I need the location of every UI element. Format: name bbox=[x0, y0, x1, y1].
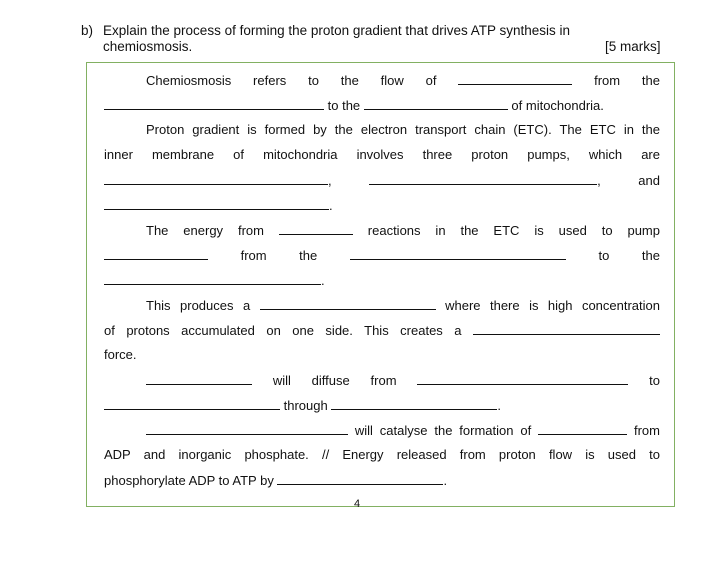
blank[interactable] bbox=[331, 397, 497, 410]
text: This produces a bbox=[146, 298, 251, 313]
text: of protons accumulated on one side. This creates a bbox=[104, 323, 462, 338]
text: to the bbox=[598, 248, 660, 263]
line-3 bbox=[146, 122, 660, 138]
text: reactions in the ETC is used to pump bbox=[367, 223, 660, 238]
line-6 bbox=[104, 197, 660, 214]
question-text-line1: Explain the process of forming the proton gradient that drives ATP synthesis in bbox=[103, 23, 571, 38]
question-label: b) bbox=[81, 23, 94, 38]
text: Chemiosmosis refers to the flow of bbox=[146, 73, 437, 88]
text: will diffuse from bbox=[272, 373, 397, 388]
text: where there is high concentration bbox=[445, 298, 660, 313]
blank[interactable] bbox=[146, 422, 348, 435]
blank[interactable] bbox=[458, 72, 572, 85]
blank[interactable] bbox=[369, 172, 597, 185]
line-2 bbox=[104, 97, 660, 114]
blank[interactable] bbox=[260, 297, 436, 310]
text: , bbox=[597, 173, 601, 188]
line-4 bbox=[104, 147, 660, 163]
text: to the bbox=[327, 98, 361, 113]
line-13 bbox=[146, 372, 660, 388]
text: and bbox=[638, 173, 660, 188]
page-number: 4 bbox=[354, 498, 361, 510]
blank[interactable] bbox=[146, 372, 252, 385]
line-1 bbox=[146, 72, 660, 88]
line-12 bbox=[104, 347, 660, 363]
marks-label: [5 marks] bbox=[605, 39, 661, 54]
line-16 bbox=[104, 447, 660, 463]
text: inner membrane of mitochondria involves three proton pumps, which are bbox=[104, 147, 660, 162]
blank[interactable] bbox=[104, 272, 321, 285]
text: . bbox=[329, 198, 333, 213]
text: ADP and inorganic phosphate. // Energy released from proton flow is used to bbox=[104, 447, 660, 462]
blank[interactable] bbox=[104, 247, 208, 260]
line-17 bbox=[104, 472, 660, 489]
blank[interactable] bbox=[277, 472, 443, 485]
blank[interactable] bbox=[104, 97, 324, 110]
line-11 bbox=[104, 322, 660, 338]
text: force. bbox=[104, 347, 137, 362]
line-15 bbox=[146, 422, 660, 438]
blank[interactable] bbox=[104, 397, 280, 410]
line-9 bbox=[104, 272, 660, 289]
text: The energy from bbox=[146, 223, 264, 238]
blank[interactable] bbox=[473, 322, 660, 335]
line-10 bbox=[146, 297, 660, 313]
blank[interactable] bbox=[364, 97, 508, 110]
blank[interactable] bbox=[104, 172, 328, 185]
text: . bbox=[443, 473, 448, 488]
text: through bbox=[283, 398, 328, 413]
line-8 bbox=[104, 247, 660, 263]
text: , bbox=[328, 173, 332, 188]
blank[interactable] bbox=[417, 372, 628, 385]
text: from the bbox=[240, 248, 318, 263]
text: to bbox=[649, 373, 660, 388]
question-text-line2: chemiosmosis. bbox=[103, 39, 193, 54]
text: . bbox=[321, 273, 325, 288]
line-7 bbox=[146, 222, 660, 238]
blank[interactable] bbox=[538, 422, 627, 435]
text: from bbox=[633, 423, 660, 438]
text: of mitochondria. bbox=[511, 98, 604, 113]
blank[interactable] bbox=[104, 197, 329, 210]
line-14 bbox=[104, 397, 660, 414]
blank[interactable] bbox=[350, 247, 566, 260]
text: will catalyse the formation of bbox=[354, 423, 532, 438]
blank[interactable] bbox=[279, 222, 353, 235]
text: . bbox=[497, 398, 501, 413]
text: Proton gradient is formed by the electron transport chain (ETC). The ETC in the bbox=[146, 122, 660, 137]
text: from the bbox=[594, 73, 660, 88]
line-5 bbox=[104, 172, 660, 188]
text: phosphorylate ADP to ATP by bbox=[104, 473, 274, 488]
